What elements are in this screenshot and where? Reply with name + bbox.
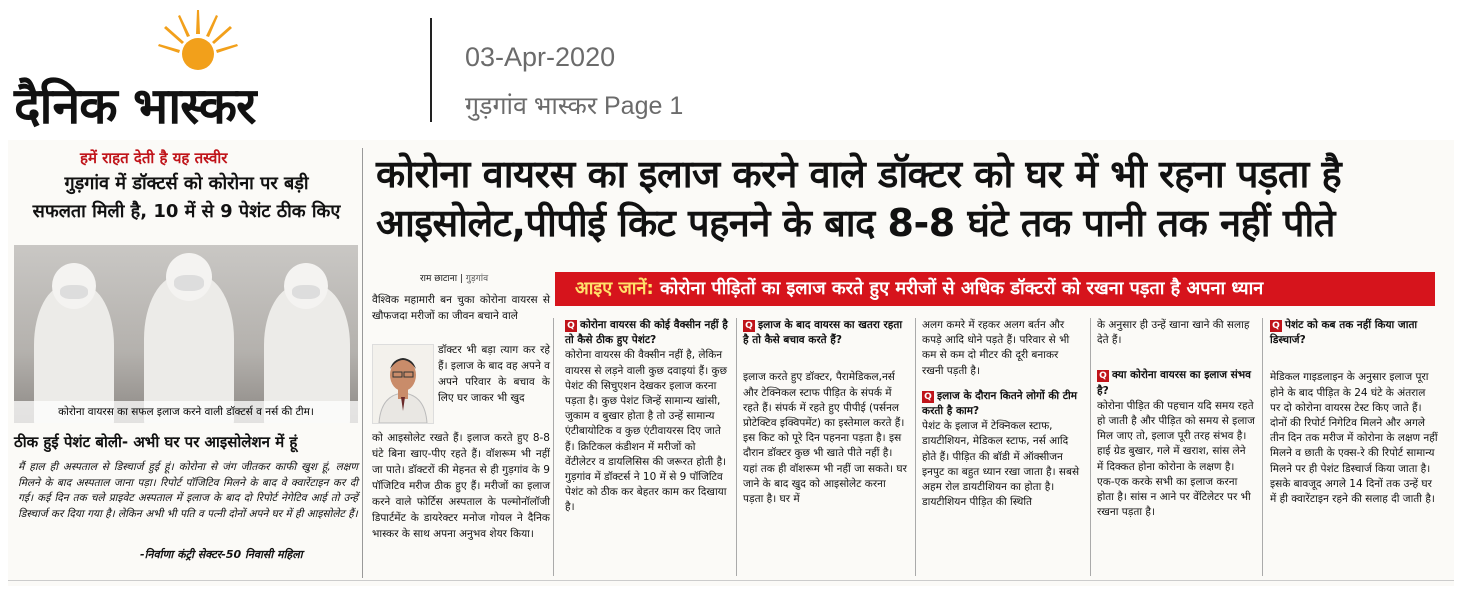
question-text: इलाज के दौरान कितने लोगों की टीम करती है काम?	[922, 389, 1078, 418]
question-text: क्या कोरोना वायरस का इलाज संभव है?	[1097, 369, 1251, 397]
newspaper-logo: दैनिक भास्कर	[14, 77, 256, 135]
left-story-body: मैं हाल ही अस्पताल से डिस्चार्ज हुई हूं। कोरोना से जंग जीतकर काफी खुश हूं, लक्षण मिलने के बाद अस्पताल जाना पड़ा। रिपोर्ट पॉजिटिव मिलने के बाद वे क्वारेंटाइन कर दी गई। कई दिन तक चले प्राइवेट अस्पताल में इलाज के बाद दो रिपोर्ट नेगेटिव आई तो उन्हें डिस्चार्ज कर दिया गया है। लेकिन अभी भी पति व पत्नी दोनों अपने घर में ही आइसोलेट हैं।	[18, 461, 358, 520]
qa-column-5	[1270, 318, 1438, 507]
qa-column-3	[922, 318, 1082, 510]
qa-answer-4: कोरोना पीड़ित की पहचान यदि समय रहते हो जाती है और पीड़ित को समय से इलाज मिल जाए तो, इलाज पूरी तरह संभव है। हाई ग्रेड बुखार, गले में खराश, सांस लेने में दिक्कत होना कोरोना के लक्षण है। एक-एक करके सभी का इलाज करना होता है। सांस न आने पर वेंटिलेटर पर भी रखना पड़ता है।	[1097, 399, 1255, 519]
qa-banner	[555, 272, 1435, 306]
main-headline-line2: आइसोलेट,पीपीई किट पहनने के बाद 8-8 घंटे तक पानी तक नहीं पीते	[376, 201, 1335, 245]
lead-paragraph-right: डॉक्टर भी बड़ा त्याग कर रहे हैं। इलाज के बाद वह अपने व अपने परिवार के बचाव के लिए घर जाकर भी खुद	[438, 344, 550, 404]
page-bottom-rule	[8, 580, 1454, 581]
column-divider	[1262, 318, 1263, 576]
question-icon: Q	[743, 320, 755, 332]
qa-question-3	[922, 389, 1082, 419]
column-divider	[915, 318, 916, 576]
qa-column-1	[565, 318, 729, 516]
qa-answer-3-continued: के अनुसार ही उन्हें खाना खाने की सलाह देते हैं।	[1097, 319, 1250, 347]
question-icon: Q	[1270, 320, 1282, 332]
doctor-portrait-icon	[373, 345, 433, 423]
qa-question-5	[1270, 318, 1438, 348]
banner-text: कोरोना पीड़ितों का इलाज करते हुए मरीजों से अधिक डॉक्टरों को रखना पड़ता है अपना ध्यान	[659, 278, 1264, 299]
column-divider	[553, 318, 554, 576]
lead-paragraph-top: वैश्विक महामारी बन चुका कोरोना वायरस से खौफजदा मरीजों का जीवन बचाने वाले	[372, 294, 550, 322]
question-icon: Q	[1097, 370, 1109, 382]
left-story-kicker: हमें राहत देती है यह तस्वीर	[80, 149, 228, 167]
edition-date: 03-Apr-2020	[465, 42, 616, 72]
photo-caption: कोरोना वायरस का सफल इलाज करने वाली डॉक्टर्स व नर्स की टीम।	[14, 401, 358, 423]
qa-answer-2-continued: अलग कमरे में रहकर अलग बर्तन और कपड़े आदि धोने पड़ते हैं। परिवार से भी कम से कम दो मीटर की दूरी बनाकर रखनी पड़ती है।	[922, 319, 1070, 377]
left-story-headline	[14, 170, 359, 226]
question-text: कोरोना वायरस की कोई वैक्सीन नहीं है तो कैसे ठीक हुए पेशंट?	[565, 319, 728, 347]
question-icon: Q	[565, 320, 577, 332]
question-icon: Q	[922, 391, 934, 403]
qa-column-2	[743, 318, 907, 507]
qa-question-4	[1097, 368, 1255, 398]
left-headline-line1: गुड़गांव में डॉक्टर्स को कोरोना पर बड़ी	[64, 173, 309, 194]
qa-answer-3: पेशंट के इलाज में टेक्निकल स्टाफ, डायटीशियन, मेडिकल स्टाफ, नर्स आदि होते हैं। पीड़ित की बॉडी में ऑक्सीजन इनपुट का बहुत ध्यान रखा जाता है। सबसे अहम रोल डायटीशियन का होता है। डायटीशियन पीड़ित की स्थिति	[922, 420, 1080, 509]
column-divider	[362, 148, 363, 578]
qa-column-4	[1097, 318, 1255, 520]
left-subheadline: ठीक हुई पेशंट बोली- अभी घर पर आइसोलेशन में हूं	[14, 433, 298, 451]
banner-prefix: आइए जानें:	[575, 278, 654, 299]
logo-sun-icon	[158, 8, 238, 70]
question-text: इलाज के बाद वायरस का खतरा रहता है तो कैसे बचाव करते हैं?	[743, 319, 903, 347]
qa-question-1	[565, 318, 729, 348]
doctor-photo	[372, 344, 434, 424]
byline: राम छाटाना | गुड़गांव	[420, 274, 489, 284]
question-text: पेशंट को कब तक नहीं किया जाता डिस्चार्ज?	[1270, 319, 1418, 347]
qa-answer-2: इलाज करते हुए डॉक्टर, पैरामेडिकल,नर्स और टेक्निकल स्टाफ पीड़ित के संपर्क में रहते हैं। संपर्क में रहते हुए पीपीई (पर्सनल प्रोटेक्टिव इक्विपमेंट) का इस्तेमाल करते हैं। इस किट को पूरे दिन पहनना पड़ता है। इस दौरान डॉक्टर कुछ भी खाते पीते नहीं है। यहां तक ही वॉशरूम भी नहीं जा सकते। घर जाने के बाद खुद को आइसोलेट करना पड़ता है। घर में	[743, 371, 907, 506]
main-headline-line1: कोरोना वायरस का इलाज करने वाले डॉक्टर को घर में भी रहना पड़ता है	[376, 152, 1342, 196]
team-photo	[14, 245, 358, 423]
lead-paragraph-bottom: को आइसोलेट रखते हैं। इलाज करते हुए 8-8 घंटे बिना खाए-पीए रहते हैं। वॉशरूम भी नहीं जा पाते। डॉक्टरों की मेहनत से ही गुड़गांव के 9 पॉजिटिव मरीज ठीक हुए हैं। मरीजों का इलाज करने वाले फोर्टिस अस्पताल के पल्मोनॉलॉजी डिपार्टमेंट के डायरेक्टर मनोज गोयल ने दैनिक भास्कर के साथ अपना अनुभव शेयर किया।	[372, 432, 550, 540]
header-divider	[430, 18, 432, 122]
byline-place: गुड़गांव	[465, 274, 489, 284]
edition-page: गुड़गांव भास्कर Page 1	[465, 92, 684, 120]
column-divider	[1090, 318, 1091, 576]
qa-question-2	[743, 318, 907, 348]
qa-answer-1: कोरोना वायरस की वैक्सीन नहीं है, लेकिन वायरस से लड़ने वाली कुछ दवाइयां हैं। कुछ पेशंट की सिचुएशन देखकर इलाज करना पड़ता है। कुछ पेशंट जिन्हें सामान्य खांसी, जुकाम व बुखार होता है तो उन्हें सामान्य एंटीबायोटिक व कुछ एंटीवायरस दिए जाते हैं। क्रिटिकल कंडीशन में मरीजों को वेंटीलेटर व डायलिसिस की जरूरत होती है। गुड़गांव में डॉक्टर्स ने 10 में से 9 पॉजिटिव पेशंट को ठीक कर बेहतर काम कर दिखाया है।	[565, 349, 727, 514]
left-headline-line2: सफलता मिली है, 10 में से 9 पेशंट ठीक किए	[32, 201, 341, 222]
byline-name: राम छाटाना	[420, 274, 458, 284]
qa-answer-5: मेडिकल गाइडलाइन के अनुसार इलाज पूरा होने के बाद पीड़ित के 24 घंटे के अंतराल पर दो कोरोना वायरस टेस्ट किए जाते हैं। दोनों की रिपोर्ट निगेटिव मिलने और अगले तीन दिन तक मरीज में कोरोना के लक्षण नहीं मिलने व छाती के एक्स-रे की रिपोर्ट सामान्य मिलने पर ही पेशंट डिस्चार्ज किया जाता है। इसके बावजूद अगले 14 दिनों तक उन्हें घर में ही क्वारेंटाइन रहने की सलाह दी जाती है।	[1270, 371, 1438, 506]
left-story-signoff: -निर्वाणा कंट्री सेक्टर-50 निवासी महिला	[140, 548, 303, 561]
column-divider	[736, 318, 737, 576]
